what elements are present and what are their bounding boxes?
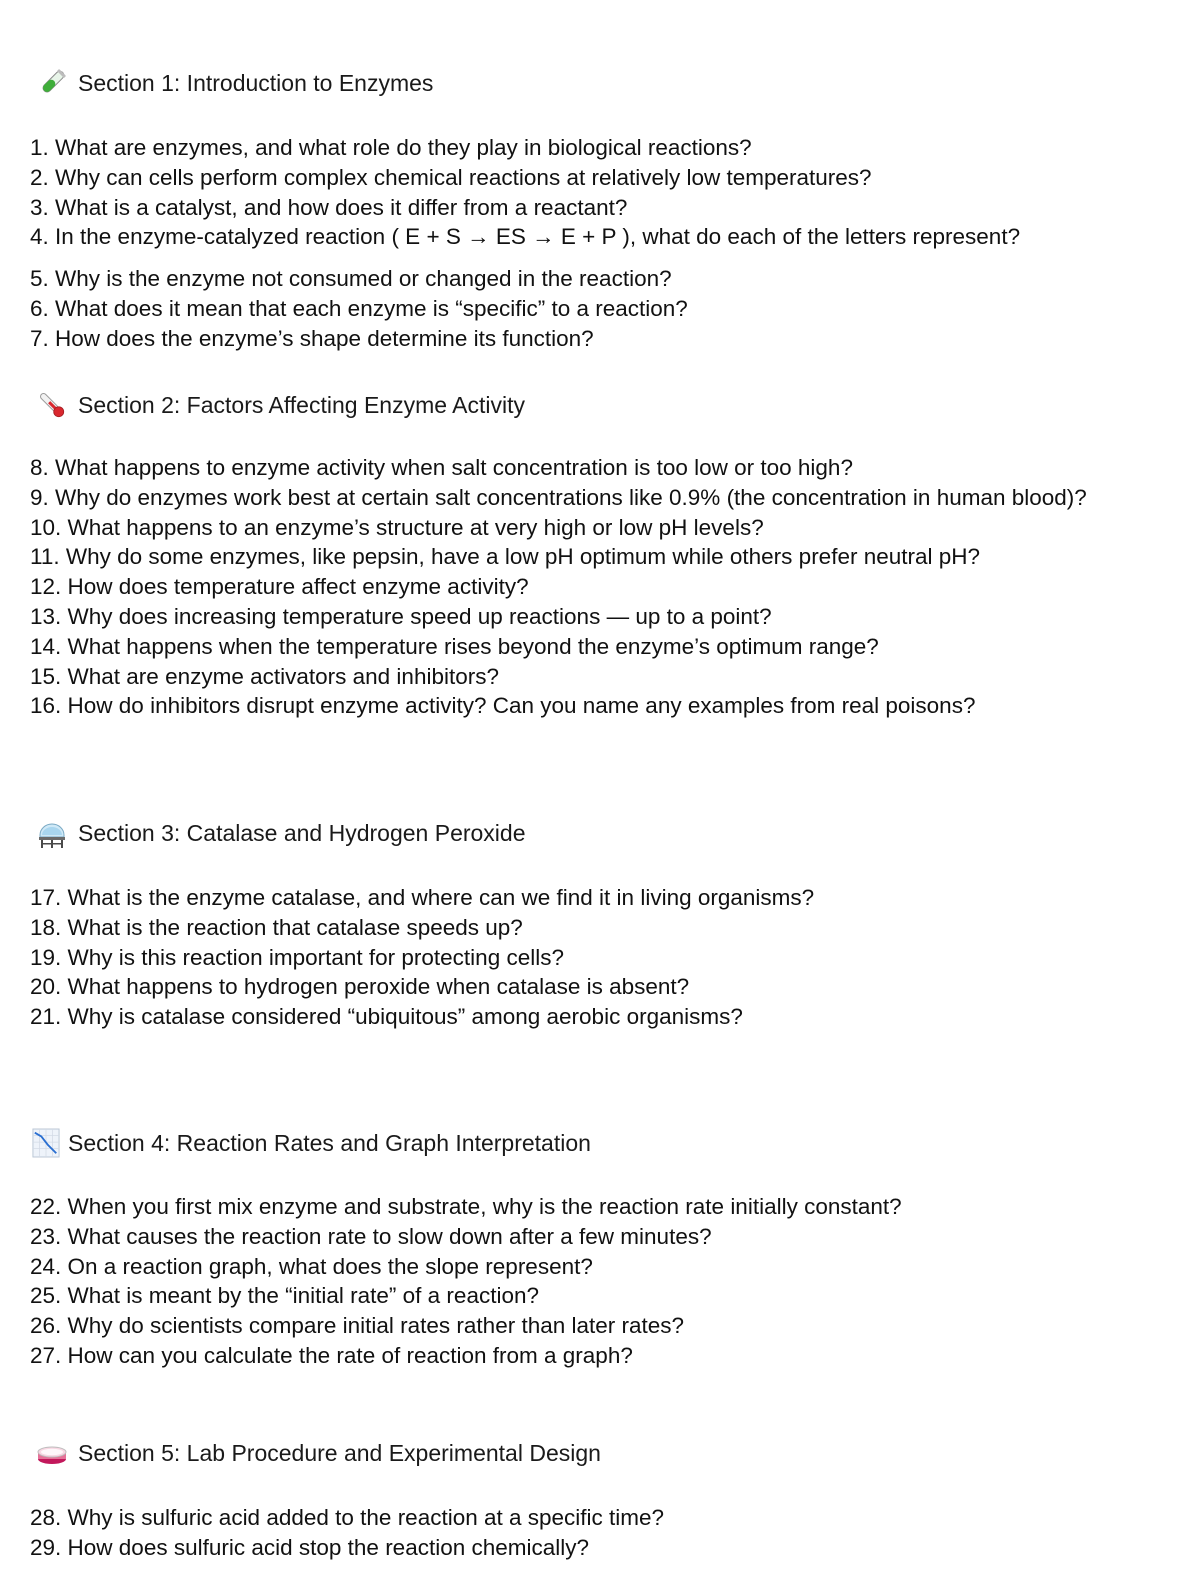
test-tube-icon xyxy=(36,67,70,99)
list-item: 13. Why does increasing temperature speed up reactions — up to a point? xyxy=(30,603,772,629)
list-item: 25. What is meant by the “initial rate” of a reaction? xyxy=(30,1283,539,1309)
section-3-questions xyxy=(30,883,1170,1032)
list-item: 14. What happens when the temperature rises beyond the enzyme’s optimum range? xyxy=(30,633,879,659)
petri-dish-icon xyxy=(36,1437,70,1469)
list-item: 5. Why is the enzyme not consumed or changed in the reaction? xyxy=(30,266,672,292)
list-item: 12. How does temperature affect enzyme activity? xyxy=(30,574,529,600)
list-item: 10. What happens to an enzyme’s structure at very high or low pH levels? xyxy=(30,514,764,540)
list-item: 16. How do inhibitors disrupt enzyme activity? Can you name any examples from real poisons? xyxy=(30,693,976,719)
section-5-questions xyxy=(30,1503,1170,1563)
list-item: 8. What happens to enzyme activity when salt concentration is too low or too high? xyxy=(30,455,853,480)
list-item: 20. What happens to hydrogen peroxide when catalase is absent? xyxy=(30,974,690,1000)
list-item: 17. What is the enzyme catalase, and where can we find it in living organisms? xyxy=(30,885,815,910)
list-item: 18. What is the reaction that catalase speeds up? xyxy=(30,914,523,940)
list-item: 23. What causes the reaction rate to slow down after a few minutes? xyxy=(30,1223,712,1249)
list-item: 19. Why is this reaction important for protecting cells? xyxy=(30,944,564,970)
list-item: 9. Why do enzymes work best at certain salt concentrations like 0.9% (the concentration in human blood)? xyxy=(30,484,1087,510)
list-item: 4. In the enzyme-catalyzed reaction ( E + S → ES → E + P ), what do each of the letters represent? xyxy=(30,224,1021,250)
section-3-title: Section 3: Catalase and Hydrogen Peroxide xyxy=(78,819,526,846)
list-item: 27. How can you calculate the rate of reaction from a graph? xyxy=(30,1342,633,1368)
list-item: 15. What are enzyme activators and inhibitors? xyxy=(30,663,499,689)
thermometer-icon xyxy=(36,389,70,421)
list-item: 1. What are enzymes, and what role do they play in biological reactions? xyxy=(30,135,752,160)
list-item: 24. On a reaction graph, what does the slope represent? xyxy=(30,1253,593,1279)
section-1-questions xyxy=(30,133,1170,354)
section-2-heading xyxy=(36,389,525,421)
section-4-heading xyxy=(32,1127,591,1159)
section-4-questions xyxy=(30,1192,1170,1371)
section-3-heading xyxy=(36,817,526,849)
list-item: 2. Why can cells perform complex chemical reactions at relatively low temperatures? xyxy=(30,164,872,190)
list-item: 7. How does the enzyme’s shape determine its function? xyxy=(30,325,594,351)
section-2-questions xyxy=(30,453,1170,721)
section-5-heading xyxy=(36,1437,601,1469)
list-item: 3. What is a catalyst, and how does it differ from a reactant? xyxy=(30,194,628,220)
section-1-title: Section 1: Introduction to Enzymes xyxy=(78,69,434,96)
flask-icon xyxy=(36,817,70,849)
list-item: 21. Why is catalase considered “ubiquitous” among aerobic organisms? xyxy=(30,1004,743,1030)
section-5-title: Section 5: Lab Procedure and Experimental Design xyxy=(78,1439,601,1466)
list-item: 26. Why do scientists compare initial rates rather than later rates? xyxy=(30,1313,685,1339)
list-item: 28. Why is sulfuric acid added to the reaction at a specific time? xyxy=(30,1505,665,1530)
section-1-heading xyxy=(36,67,433,99)
list-item: 11. Why do some enzymes, like pepsin, have a low pH optimum while others prefer neutral pH? xyxy=(30,544,981,570)
list-item: 29. How does sulfuric acid stop the reaction chemically? xyxy=(30,1534,590,1560)
list-item: 6. What does it mean that each enzyme is “specific” to a reaction? xyxy=(30,295,688,321)
section-2-title: Section 2: Factors Affecting Enzyme Activity xyxy=(78,391,525,418)
section-4-title: Section 4: Reaction Rates and Graph Interpretation xyxy=(68,1129,591,1156)
list-item: 22. When you first mix enzyme and substrate, why is the reaction rate initially constant? xyxy=(30,1194,902,1219)
chart-decreasing-icon xyxy=(32,1127,60,1159)
